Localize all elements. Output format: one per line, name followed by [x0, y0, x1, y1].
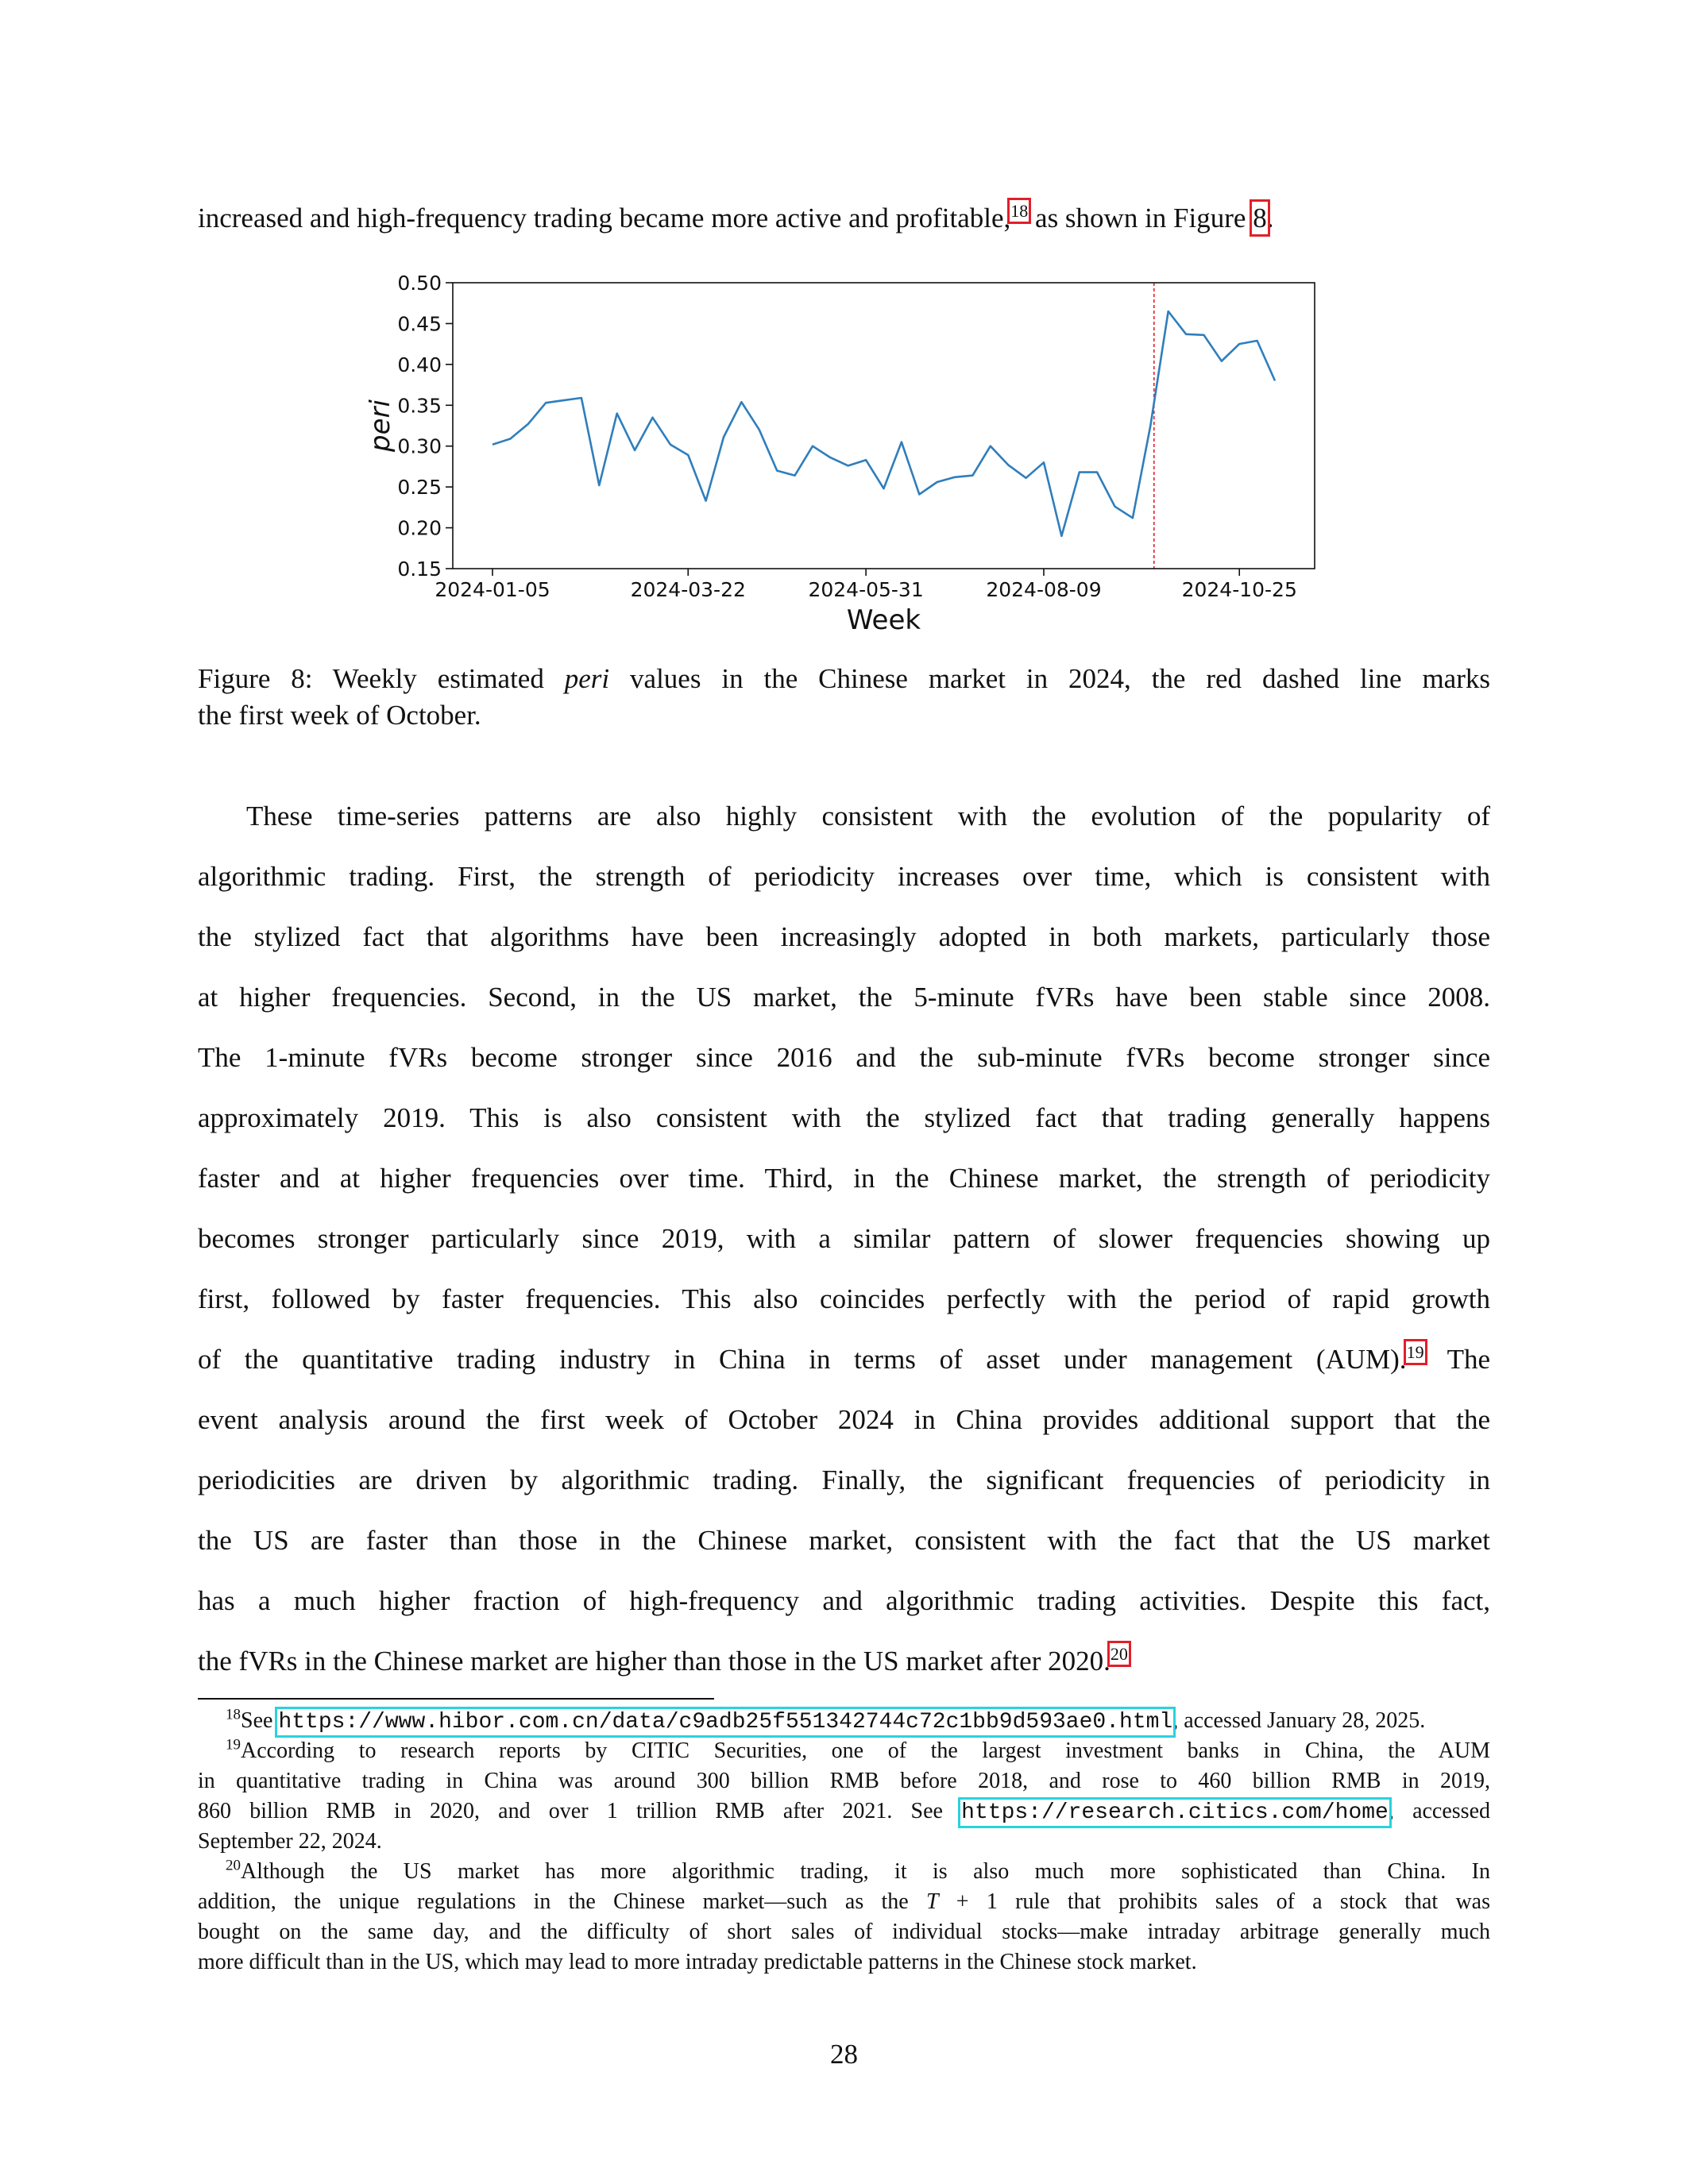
footnote-20-line: more difficult than in the US, which may lead to more intraday predictable patterns in the Chinese stock market.: [198, 1950, 1197, 1974]
footnote-19-line: [198, 1796, 1490, 1827]
x-tick-label: 2024-03-22: [630, 578, 746, 601]
text-span: , accessed January 28, 2025.: [1172, 1708, 1426, 1733]
body-line: [198, 1644, 1490, 1679]
y-tick-label: 0.35: [397, 394, 442, 418]
plot-frame: [453, 283, 1315, 569]
x-tick-label: 2024-10-25: [1181, 578, 1297, 601]
body-line: first, followed by faster frequencies. This also coincides perfectly with the period of rapid growth: [198, 1283, 1490, 1314]
text-span: increased and high-frequency trading became more active and profitable,: [198, 203, 1011, 233]
y-tick-label: 0.20: [397, 516, 442, 540]
footnote-19-line: [226, 1736, 1490, 1765]
footnote-ref-19[interactable]: 19: [1406, 1342, 1424, 1363]
body-line: becomes stronger particularly since 2019, with a similar pattern of slower frequencies showing up: [198, 1223, 1490, 1254]
body-line: has a much higher fraction of high-frequency and algorithmic trading activities. Despite this fact,: [198, 1585, 1490, 1616]
footnote-number: 19: [226, 1736, 241, 1754]
body-line: The 1-minute fVRs become stronger since 2016 and the sub-minute fVRs become stronger since: [198, 1042, 1490, 1073]
footnote-rule: [198, 1698, 714, 1700]
y-tick-label: 0.50: [397, 272, 442, 295]
footnote-20-line: bought on the same day, and the difficulty of short sales of individual stocks—make intraday arbitrage generally much: [198, 1920, 1490, 1944]
x-tick-label: 2024-01-05: [435, 578, 550, 601]
body-line: the US are faster than those in the Chinese market, consistent with the fact that the US market: [198, 1525, 1490, 1556]
body-line: at higher frequencies. Second, in the US market, the 5-minute fVRs have been stable since 2008.: [198, 982, 1490, 1013]
x-axis-ticks: [435, 569, 1297, 601]
x-axis-label: Week: [846, 604, 921, 635]
y-tick-label: 0.30: [397, 434, 442, 458]
body-line: These time-series patterns are also highly consistent with the evolution of the popularity of: [246, 801, 1490, 832]
text-span: See: [241, 1708, 279, 1733]
body-line: the stylized fact that algorithms have been increasingly adopted in both markets, particularly those: [198, 921, 1490, 952]
text-span: + 1: [938, 1889, 998, 1914]
body-line: faster and at higher frequencies over time. Third, in the Chinese market, the strength of periodicity: [198, 1163, 1490, 1194]
text-span: According to research reports by CITIC Securities, one of the largest investment banks in China, the AUM: [241, 1738, 1490, 1763]
body-line: algorithmic trading. First, the strength of periodicity increases over time, which is consistent with: [198, 861, 1490, 892]
text-span: the fVRs in the Chinese market are higher than those in the US market after 2020.: [198, 1646, 1111, 1677]
y-tick-label: 0.15: [397, 558, 442, 581]
text-span: as shown in Figure: [1028, 203, 1253, 233]
text-span: The: [1423, 1344, 1490, 1375]
text-line-top: [198, 201, 1490, 236]
body-line: periodicities are driven by algorithmic trading. Finally, the significant frequencies of periodicity in: [198, 1464, 1490, 1495]
footnote-link-citics[interactable]: https://research.citics.com/home: [961, 1800, 1389, 1825]
figure-ref-8[interactable]: 8: [1253, 203, 1267, 233]
y-axis-ticks: [397, 272, 453, 581]
page-number: 28: [830, 2039, 858, 2070]
series-line-peri: [492, 311, 1275, 536]
x-tick-label: 2024-05-31: [808, 578, 924, 601]
text-span: of the quantitative trading industry in China in terms of asset under management (AUM).: [198, 1344, 1407, 1375]
text-span: , accessed: [1388, 1799, 1490, 1823]
y-tick-label: 0.25: [397, 476, 442, 500]
body-line: approximately 2019. This is also consistent with the stylized fact that trading generally happens: [198, 1102, 1490, 1133]
text-span: rule that prohibits sales of a stock that was: [997, 1889, 1491, 1914]
footnote-19-line: September 22, 2024.: [198, 1829, 382, 1854]
body-line: event analysis around the first week of October 2024 in China provides additional support that the: [198, 1404, 1490, 1435]
footnote-18: [226, 1706, 1490, 1737]
y-tick-label: 0.45: [397, 312, 442, 336]
footnote-number: 20: [226, 1857, 241, 1874]
footnote-20-line: [198, 1887, 1490, 1916]
text-span: 860 billion RMB in 2020, and over 1 trillion RMB after 2021. See: [198, 1799, 962, 1823]
caption-line-2: the first week of October.: [198, 700, 481, 731]
text-span: addition, the unique regulations in the Chinese market—such as the: [198, 1889, 926, 1914]
caption-text-rest: values in the Chinese market in 2024, the red dashed line marks: [609, 663, 1490, 694]
y-axis-label: peri: [365, 399, 396, 452]
caption-text: Figure 8: Weekly estimated: [198, 663, 565, 694]
text-span: .: [1266, 203, 1274, 233]
y-tick-label: 0.40: [397, 353, 442, 376]
footnote-ref-18[interactable]: 18: [1010, 201, 1029, 222]
footnote-ref-20[interactable]: 20: [1110, 1644, 1128, 1665]
math-var: T: [925, 1889, 939, 1914]
footnote-number: 18: [226, 1706, 241, 1723]
figure-8-chart: [350, 270, 1335, 635]
text-span: Although the US market has more algorithmic trading, it is also much more sophisticated than China. In: [241, 1859, 1490, 1884]
footnote-19-line: in quantitative trading in China was around 300 billion RMB before 2018, and rose to 460 billion RMB in 2019,: [198, 1769, 1490, 1793]
footnote-20-line: [226, 1857, 1490, 1886]
caption-var: peri: [564, 663, 610, 694]
footnote-link-hibor[interactable]: https://www.hibor.com.cn/data/c9adb25f551342744c72c1bb9d593ae0.html: [278, 1710, 1173, 1734]
figure-caption: [198, 661, 1490, 734]
x-tick-label: 2024-08-09: [986, 578, 1102, 601]
body-line: [198, 1342, 1490, 1377]
caption-line-1: [198, 661, 1490, 697]
